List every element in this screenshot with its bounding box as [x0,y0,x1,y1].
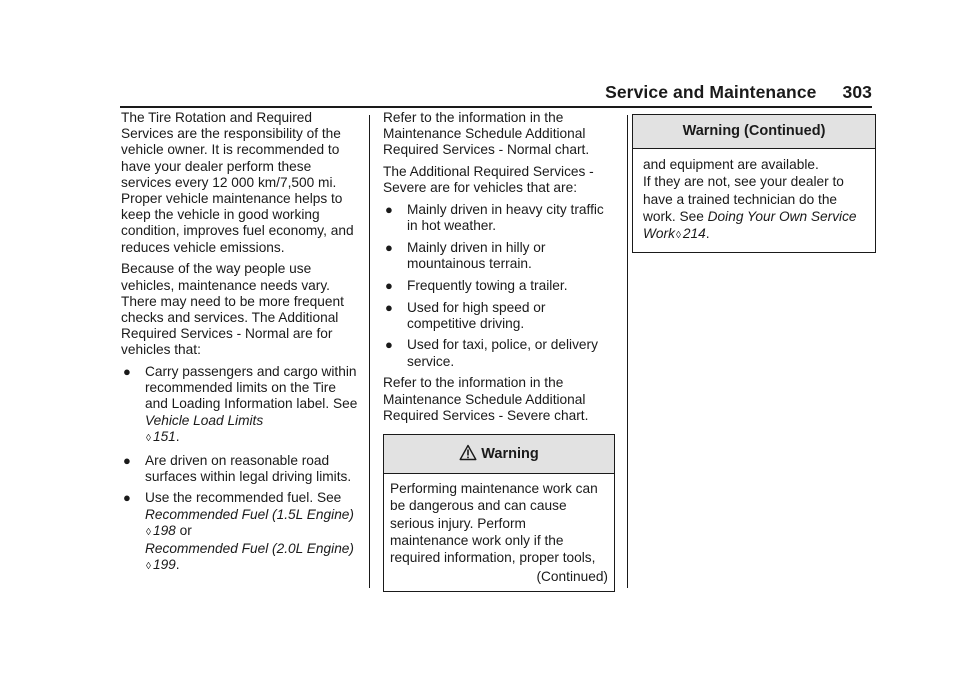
page-number: 303 [842,82,872,102]
severe-conditions-list [383,202,615,370]
bullet-icon: ● [123,490,131,506]
column-divider-1 [369,115,370,588]
page-ref-icon: ◊ [675,230,681,242]
list-item: ● Use the recommended fuel. See Recommended Fuel (1.5L Engine)◊ 198 or Recommended Fuel (2.0L Engine)◊ 199. [121,490,359,575]
continued-label: (Continued) [536,569,608,585]
paragraph-severe-intro: The Additional Required Services - Severe are for vehicles that are: [383,164,594,196]
page-ref-icon: ◊ [146,526,151,538]
header-rule [120,106,872,108]
bullet-icon: ● [123,364,131,380]
page-ref[interactable]: 198 [152,522,176,538]
column-3 [632,114,876,253]
bullet-icon: ● [385,202,393,218]
list-item: ● Are driven on reasonable road surfaces within legal driving limits. [123,452,352,484]
xref-link[interactable]: Recommended Fuel (2.0L Engine) [145,541,354,557]
bullet-icon: ● [385,337,393,353]
normal-conditions-list [121,364,359,575]
warning-continued-header: Warning (Continued) [633,115,875,149]
warning-continued-box [632,114,876,253]
column-1 [121,110,359,581]
page-ref-icon: ◊ [146,432,151,444]
list-item: ● Used for high speed or competitive driving. [385,299,546,331]
xref-link[interactable]: Vehicle Load Limits [145,412,264,428]
warning-icon [459,444,477,465]
section-title: Service and Maintenance [605,82,817,102]
xref-link[interactable]: Recommended Fuel (1.5L Engine) [145,506,354,522]
page-ref[interactable]: 214 [682,226,706,242]
warning-title: Warning [481,445,539,462]
list-item: ● Carry passengers and cargo within recommended limits on the Tire and Loading Information label. See Vehicle Load Limits ◊ 151. [121,364,359,447]
list-item: ● Frequently towing a trailer. [385,277,568,293]
column-divider-2 [627,115,628,588]
page-ref[interactable]: 151 [152,428,176,444]
bullet-icon: ● [385,299,393,315]
warning-box [383,434,615,592]
list-item: ● Mainly driven in heavy city traffic in hot weather. [385,202,604,234]
paragraph-normal-chart: Refer to the information in the Maintenance Schedule Additional Required Services - Normal chart. [383,110,590,158]
bullet-icon: ● [123,452,131,468]
column-2 [383,110,615,592]
page-ref[interactable]: 199 [152,557,176,573]
warning-header [384,435,614,474]
page-header [605,82,872,103]
paragraph-responsibility: The Tire Rotation and Required Services are the responsibility of the vehicle owner. It is recommended to have your dealer perform these services every 12 000 km/7,500 mi. Proper vehicle maintenance helps to keep the vehicle in good working condition, improves fuel economy, and reduces vehicle emissions. [121,110,354,255]
bullet-icon: ● [385,239,393,255]
paragraph-maintenance-needs: Because of the way people use vehicles, maintenance needs vary. There may need to be more frequent checks and services. The Additional Required Services - Normal are for vehicles that: [121,261,344,358]
warning-continued-body: and equipment are available. If they are not, see your dealer to have a trained technician do the work. See Doing Your Own Service Work◊ 214. [633,149,875,252]
xref-link[interactable]: Doing Your Own Service Work [643,208,857,242]
list-item: ● Used for taxi, police, or delivery service. [385,337,598,369]
page-ref-icon: ◊ [146,561,151,573]
paragraph-severe-chart: Refer to the information in the Maintenance Schedule Additional Required Services - Severe chart. [383,375,589,423]
warning-body: Performing maintenance work can be dangerous and can cause serious injury. Perform maintenance work only if the required information, proper tools, (Continued) [390,481,608,585]
list-item: ● Mainly driven in hilly or mountainous terrain. [385,239,546,272]
bullet-icon: ● [385,277,393,293]
